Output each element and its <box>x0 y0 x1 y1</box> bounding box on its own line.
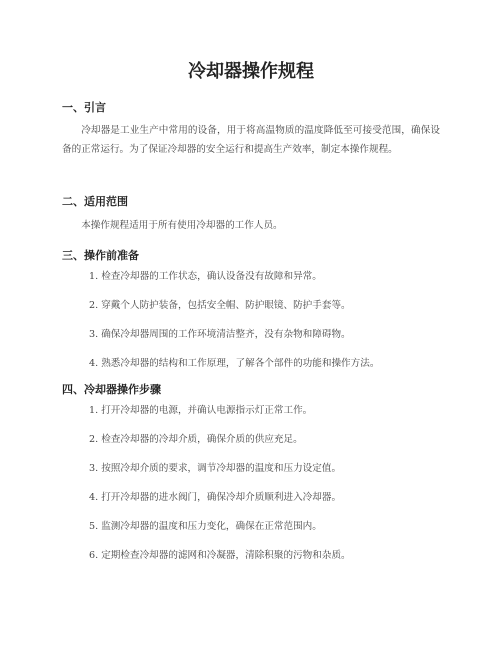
list-item: 3. 按照冷却介质的要求，调节冷却器的温度和压力设定值。 <box>89 463 342 474</box>
list-item: 3. 确保冷却器周围的工作环境清洁整齐，没有杂物和障碍物。 <box>89 329 351 340</box>
list-item: 1. 检查冷却器的工作状态，确认设备没有故障和异常。 <box>89 271 322 282</box>
section-heading-operation-steps: 四、冷却器操作步骤 <box>62 383 161 396</box>
section-paragraph-scope: 本操作规程适用于所有使用冷却器的工作人员。 <box>81 220 283 231</box>
section-heading-intro: 一、引言 <box>62 101 106 114</box>
document-title: 冷却器操作规程 <box>188 61 314 82</box>
section-paragraph-intro: 冷却器是工业生产中常用的设备，用于将高温物质的温度降低至可接受范围，确保设备的正常运行。为了保证冷却器的安全运行和提高生产效率，制定本操作规程。 <box>62 125 440 155</box>
list-item: 4. 熟悉冷却器的结构和工作原理，了解各个部件的功能和操作方法。 <box>89 358 380 369</box>
list-item: 6. 定期检查冷却器的滤网和冷凝器，清除积聚的污物和杂质。 <box>89 550 351 561</box>
list-item: 4. 打开冷却器的进水阀门，确保冷却介质顺利进入冷却器。 <box>89 492 342 503</box>
list-item: 2. 穿戴个人防护装备，包括安全帽、防护眼镜、防护手套等。 <box>89 300 351 311</box>
list-item: 2. 检查冷却器的冷却介质，确保介质的供应充足。 <box>89 434 303 445</box>
list-item: 1. 打开冷却器的电源，并确认电源指示灯正常工作。 <box>89 405 313 416</box>
section-heading-preparation: 三、操作前准备 <box>62 249 139 262</box>
section-heading-scope: 二、适用范围 <box>62 195 128 208</box>
list-item: 5. 监测冷却器的温度和压力变化，确保在正常范围内。 <box>89 521 322 532</box>
